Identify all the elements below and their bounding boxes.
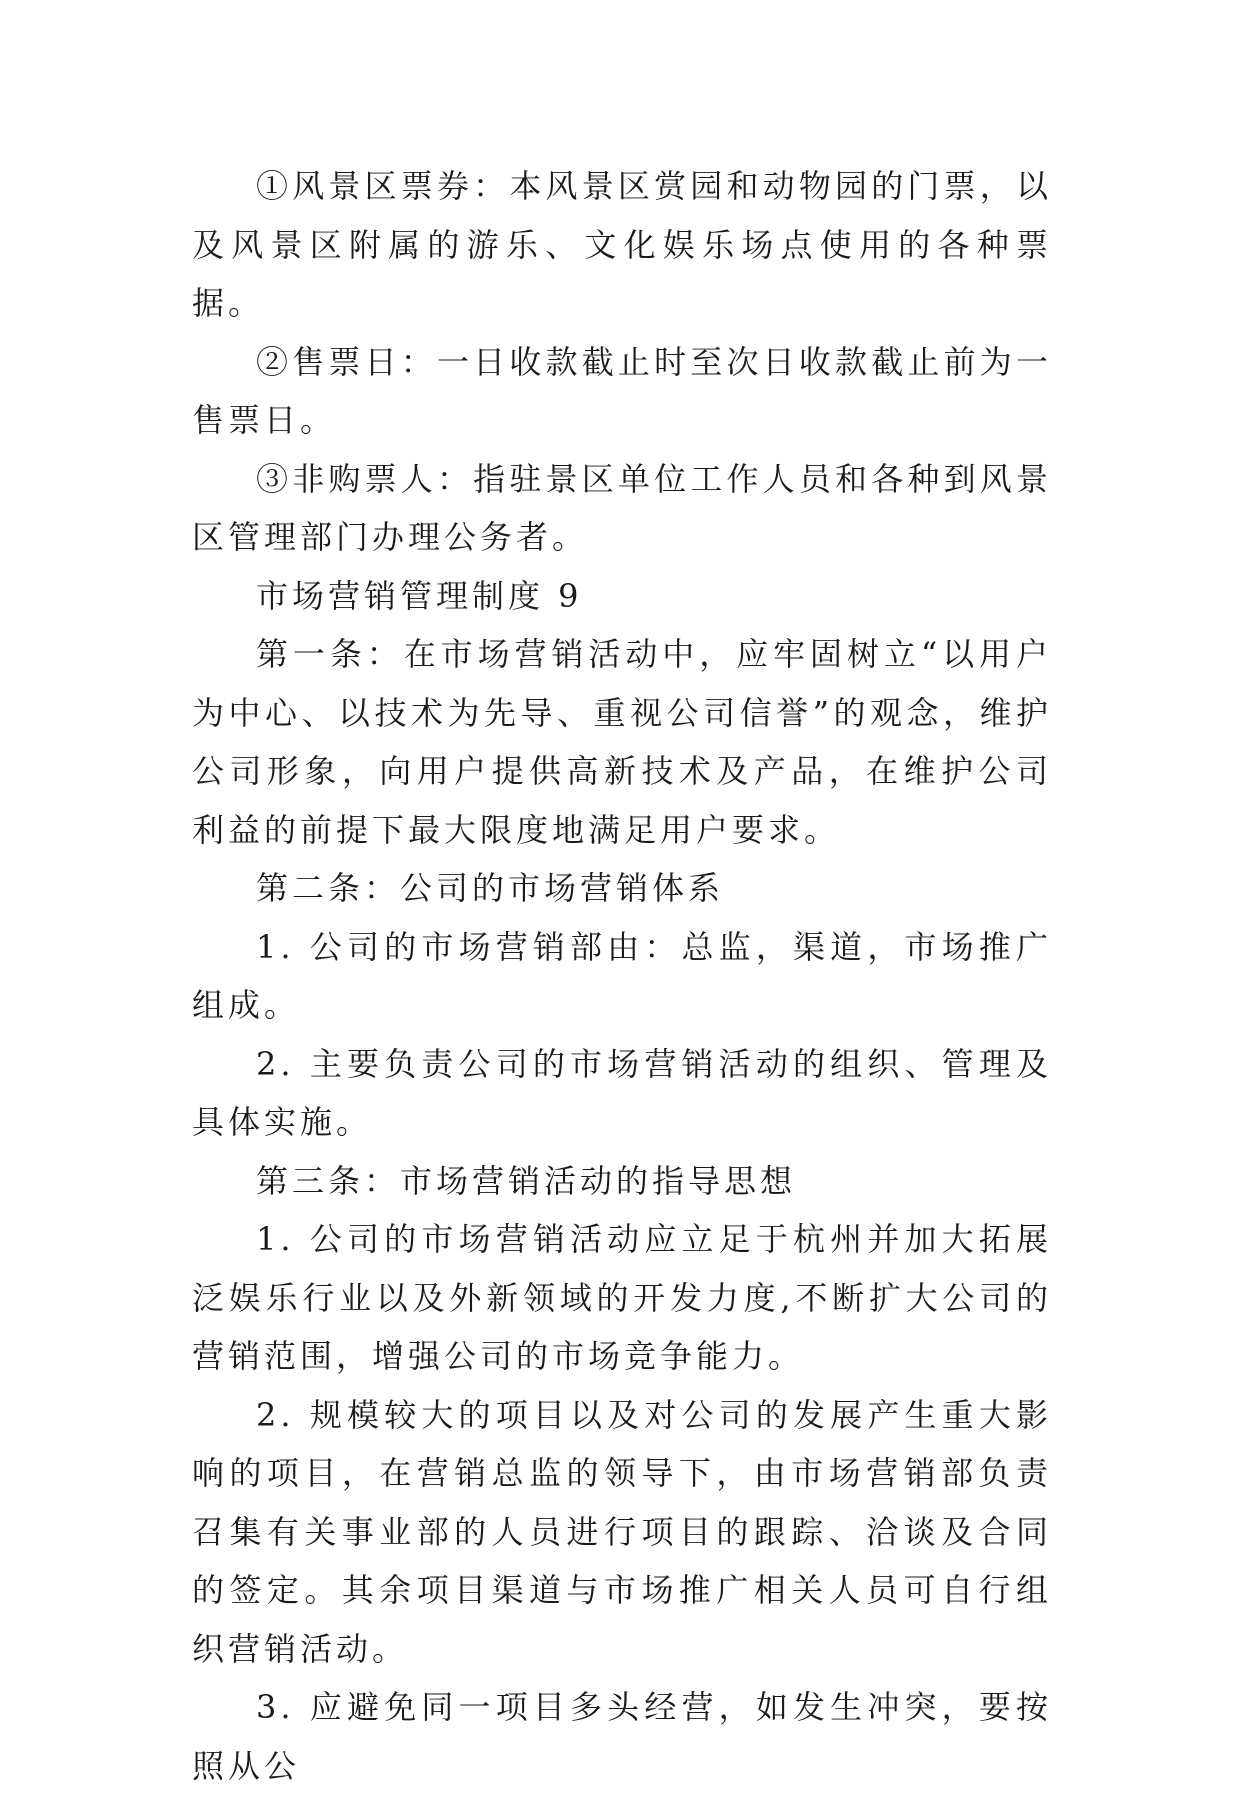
paragraph-sale-day-definition: ②售票日：一日收款截止时至次日收款截止前为一售票日。	[192, 342, 1052, 439]
section-heading: 市场营销管理制度 9	[256, 576, 583, 615]
article-2-item-2: 2. 主要负责公司的市场营销活动的组织、管理及具体实施。	[192, 1044, 1052, 1141]
paragraph-ticket-definition: ①风景区票券：本风景区赏园和动物园的门票，以及风景区附属的游乐、文化娱乐场点使用的各种票据。	[192, 167, 1052, 322]
document-body	[192, 157, 1052, 1795]
article-3-heading: 第三条：市场营销活动的指导思想	[256, 1161, 797, 1200]
article-2-heading: 第二条：公司的市场营销体系	[256, 869, 725, 907]
article-3-item-3: 3. 应避免同一项目多头经营，如发生冲突，要按照从公	[192, 1688, 1052, 1785]
article-1: 第一条：在市场营销活动中，应牢固树立“以用户为中心、以技术为先导、重视公司信誉”的观念，维护公司形象，向用户提供高新技术及产品，在维护公司利益的前提下最大限度地满足用户要求。	[192, 635, 1052, 849]
article-3-item-1: 1. 公司的市场营销活动应立足于杭州并加大拓展泛娱乐行业以及外新领域的开发力度,不断扩大公司的营销范围，增强公司的市场竞争能力。	[192, 1220, 1052, 1375]
article-3-item-2: 2. 规模较大的项目以及对公司的发展产生重大影响的项目，在营销总监的领导下，由市场营销部负责召集有关事业部的人员进行项目的跟踪、洽谈及合同的签定。其余项目渠道与市场推广相关人员可自行组织营销活动。	[192, 1395, 1052, 1668]
article-2-item-1: 1. 公司的市场营销部由：总监，渠道，市场推广组成。	[192, 927, 1052, 1024]
paragraph-non-buyer-definition: ③非购票人：指驻景区单位工作人员和各种到风景区管理部门办理公务者。	[192, 459, 1052, 556]
